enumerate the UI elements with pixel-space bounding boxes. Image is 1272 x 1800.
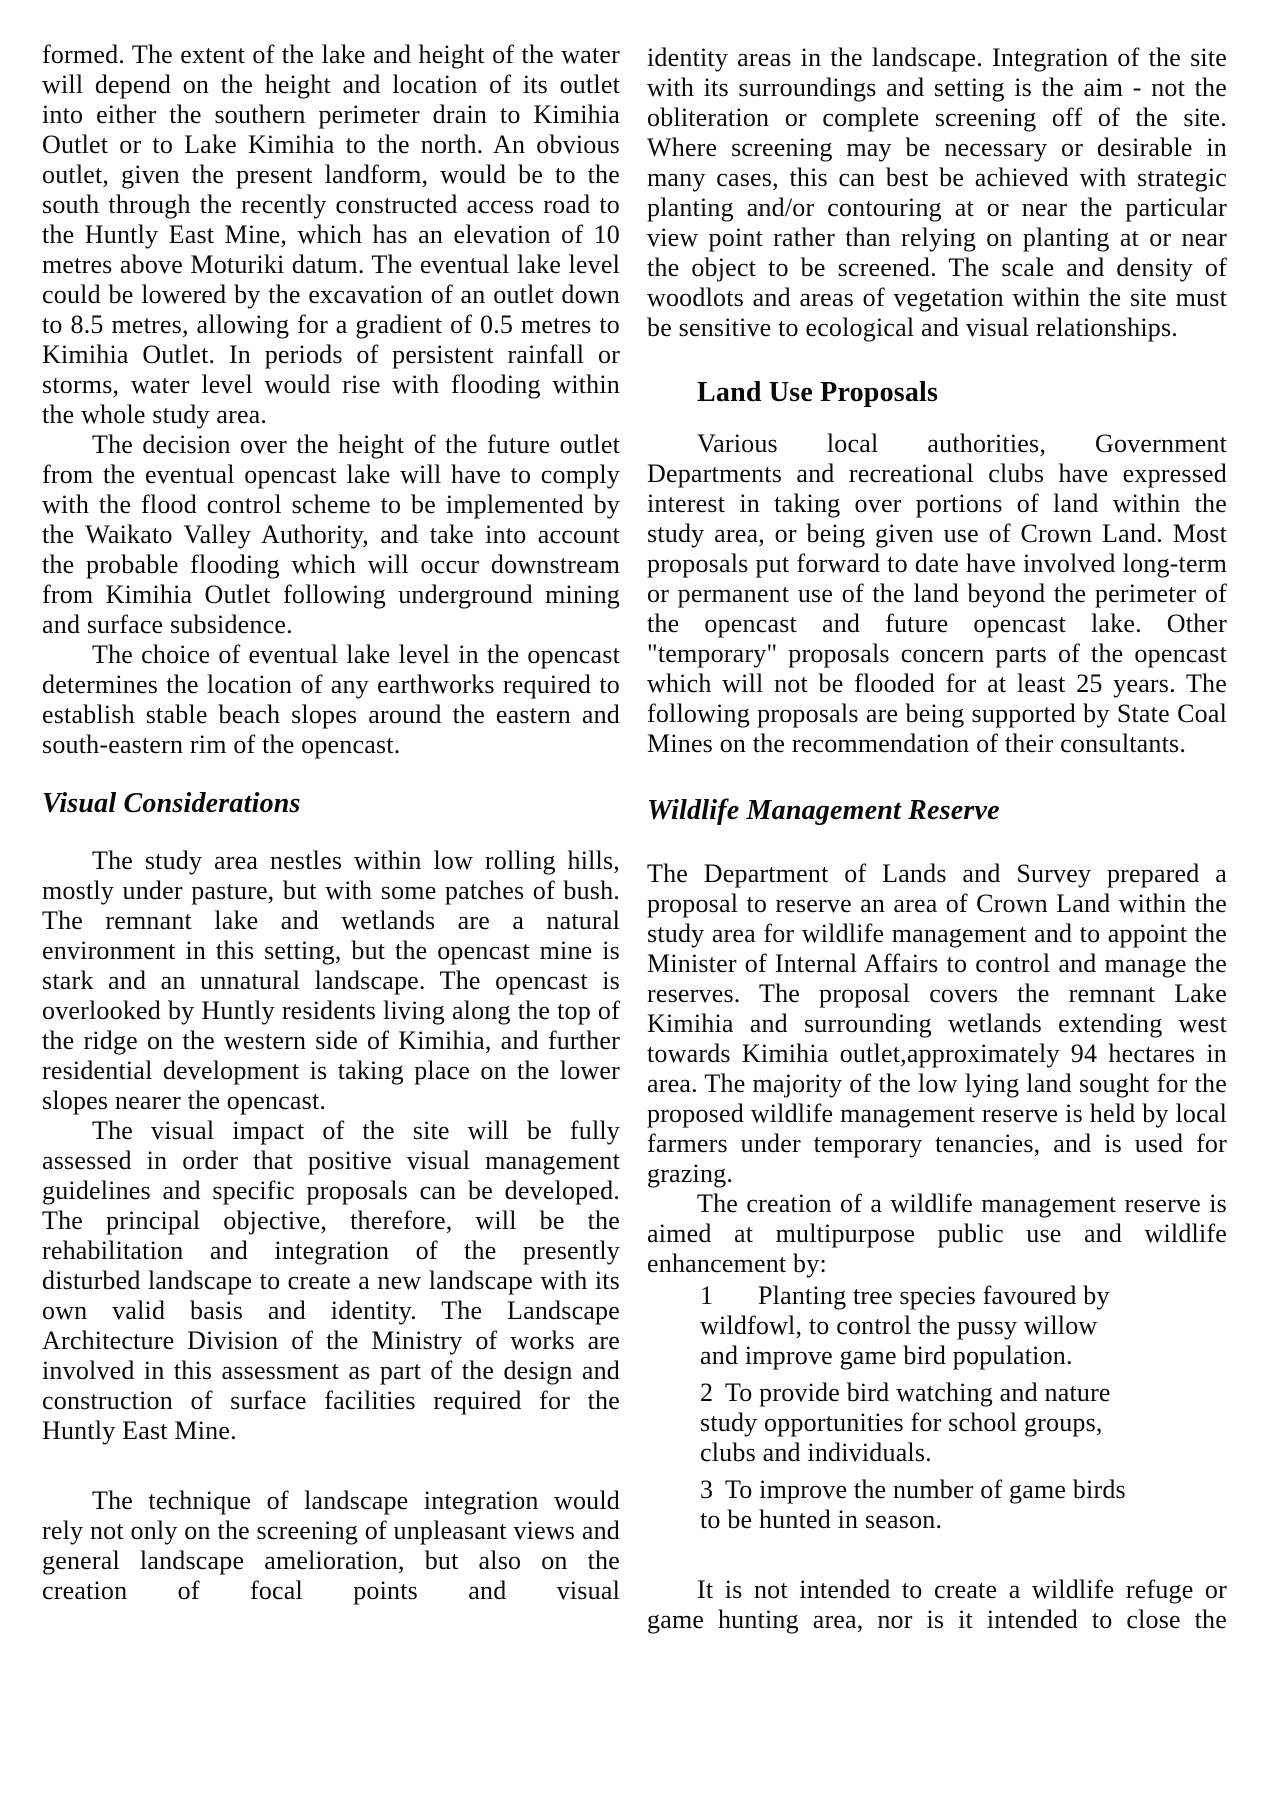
paragraph-lake-extent: formed. The extent of the lake and height of the water will depend on the height and location of its outlet into either the southern perimeter drain to Kimihia Outlet or to Lake Kimihia to the north. An obvious outlet, given the present landform, would be to the south through the recently constructed access road to the Huntly East Mine, which has an elevation of 10 metres above Moturiki datum. The eventual lake level could be lowered by the excavation of an outlet down to 8.5 metres, allowing for a gradient of 0.5 metres to Kimihia Outlet. In periods of persistent rainfall or storms, water level would rise with flooding within the whole study area. — [42, 40, 620, 429]
paragraph-lands-survey-proposal: The Department of Lands and Survey prepared a proposal to reserve an area of Crown Land within the study area for wildlife management and to appoint the Minister of Internal Affairs to control and manage the reserves. The proposal covers the remnant Lake Kimihia and surrounding wetlands extending west towards Kimihia outlet,approximately 94 hectares in area. The majority of the low lying land sought for the proposed wildlife management reserve is held by local farmers under temporary tenancies, and is used for grazing. — [647, 859, 1227, 1188]
list-item-2-text: To provide bird watching and nature study opportunities for school groups, clubs and individuals. — [700, 1378, 1111, 1467]
list-item-1 — [700, 1281, 1132, 1371]
paragraph-visual-impact: The visual impact of the site will be fully assessed in order that positive visual management guidelines and specific proposals can be developed. The principal objective, therefore, will be the rehabilitation and integration of the presently disturbed landscape to create a new landscape with its own valid basis and identity. The Landscape Architecture Division of the Ministry of works are involved in this assessment as part of the design and construction of surface facilities required for the Huntly East Mine. — [42, 1116, 620, 1445]
list-item-1-number: 1 — [700, 1281, 714, 1310]
right-column — [647, 43, 1227, 1635]
paragraph-various-authorities: Various local authorities, Government Departments and recreational clubs have expressed interest in taking over portions of land within the study area, or being given use of Crown Land. Most proposals put forward to date have involved long-term or permanent use of the land beyond the perimeter of the opencast and future opencast lake. Other "temporary" proposals concern parts of the opencast which will not be flooded for at least 25 years. The following proposals are being supported by State Coal Mines on the recommendation of their consultants. — [647, 429, 1227, 758]
list-item-3-text: To improve the number of game birds to be hunted in season. — [700, 1475, 1126, 1534]
paragraph-lake-level-choice: The choice of eventual lake level in the opencast determines the location of any earthworks required to establish stable beach slopes around the eastern and south-eastern rim of the opencast. — [42, 640, 620, 759]
paragraph-landscape-technique: The technique of landscape integration would rely not only on the screening of unpleasant views and general landscape amelioration, but also on the creation of focal points and visual — [42, 1486, 620, 1605]
list-item-1-text: Planting tree species favoured by wildfowl, to control the pussy willow and improve game bird population. — [700, 1281, 1110, 1370]
list-item-3-number: 3 — [700, 1475, 714, 1504]
list-item-2 — [700, 1378, 1132, 1468]
left-column — [42, 40, 620, 1606]
list-item-2-number: 2 — [700, 1378, 714, 1407]
list-item-3 — [700, 1475, 1132, 1535]
paragraph-reserve-creation: The creation of a wildlife management reserve is aimed at multipurpose public use and wildlife enhancement by: — [647, 1189, 1227, 1278]
paragraph-study-area: The study area nestles within low rolling hills, mostly under pasture, but with some patches of bush. The remnant lake and wetlands are a natural environment in this setting, but the opencast mine is stark and an unnatural landscape. The opencast is overlooked by Huntly residents living along the top of the ridge on the western side of Kimihia, and further residential development is taking place on the lower slopes nearer the opencast. — [42, 846, 620, 1115]
paragraph-outlet-decision: The decision over the height of the future outlet from the eventual opencast lake will have to comply with the flood control scheme to be implemented by the Waikato Valley Authority, and take into account the probable flooding which will occur downstream from Kimihia Outlet following underground mining and surface subsidence. — [42, 430, 620, 639]
wildlife-enhancement-list — [700, 1281, 1132, 1535]
heading-land-use-proposals: Land Use Proposals — [697, 377, 939, 408]
heading-visual-considerations: Visual Considerations — [42, 788, 301, 819]
heading-wildlife-management-reserve: Wildlife Management Reserve — [647, 795, 1000, 826]
paragraph-identity-areas: identity areas in the landscape. Integration of the site with its surroundings and setting is the aim - not the obliteration or complete screening off of the site. Where screening may be necessary or desirable in many cases, this can best be achieved with strategic planting and/or contouring at or near the particular view point rather than relying on planting at or near the object to be screened. The scale and density of woodlots and areas of vegetation within the site must be sensitive to ecological and visual relationships. — [647, 43, 1227, 342]
paragraph-not-intended: It is not intended to create a wildlife refuge or game hunting area, nor is it intended to close the — [647, 1575, 1227, 1634]
